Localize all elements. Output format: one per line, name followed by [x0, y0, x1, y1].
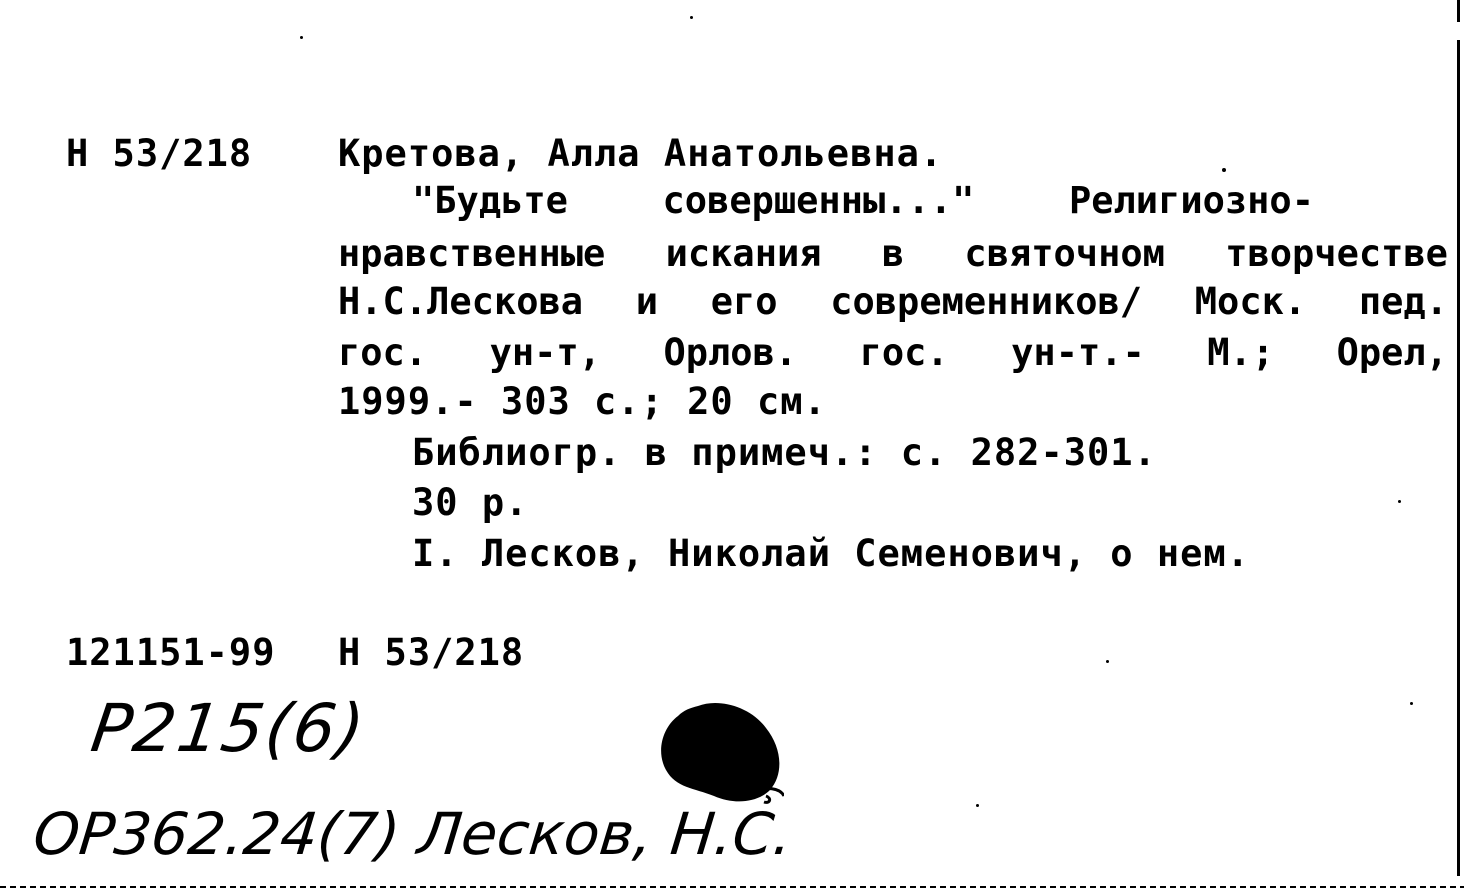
title-line-4 — [338, 331, 1448, 374]
title-word: совершенны..." — [662, 179, 975, 222]
title-word: святочном — [964, 232, 1165, 275]
author-heading: Кретова, Алла Анатольевна. — [338, 132, 944, 175]
ink-blot — [658, 700, 784, 804]
paper-speck — [976, 804, 979, 807]
price: 30 р. — [412, 481, 529, 524]
title-word: нравственные — [338, 232, 606, 275]
title-word: гос. — [859, 331, 949, 374]
title-word: Орел, — [1336, 331, 1448, 374]
card-right-edge-top — [1457, 0, 1460, 22]
title-word: и — [635, 280, 659, 323]
title-line-3 — [338, 280, 1448, 323]
handwritten-code-2: ОР362.24(7) Лесков, Н.С. — [30, 800, 796, 868]
title-line-2 — [338, 232, 1448, 275]
title-word: гос. — [338, 331, 428, 374]
paper-speck — [1410, 702, 1413, 705]
title-word: в — [881, 232, 905, 275]
paper-speck — [690, 16, 693, 19]
title-word: его — [710, 280, 778, 323]
title-word: пед. — [1358, 280, 1448, 323]
paper-speck — [1398, 500, 1401, 503]
title-word: современников/ — [830, 280, 1143, 323]
imprint-line: 1999.- 303 с.; 20 см. — [338, 380, 827, 423]
bibliography-note: Библиогр. в примеч.: с. 282-301. — [412, 431, 1157, 474]
handwritten-code-1: P215(6) — [86, 690, 371, 767]
title-line-1 — [412, 179, 1314, 222]
title-word: Н.С.Лескова — [338, 280, 584, 323]
title-word: "Будьте — [412, 179, 568, 222]
title-word: искания — [665, 232, 822, 275]
shelfmark: Н 53/218 — [66, 132, 253, 175]
paper-speck — [1106, 660, 1109, 663]
title-word: М.; — [1207, 331, 1275, 374]
title-word: Орлов. — [663, 331, 798, 374]
card-right-edge — [1457, 40, 1460, 876]
shelfmark-bottom: Н 53/218 — [338, 631, 525, 674]
paper-speck — [300, 36, 303, 39]
title-word: Моск. — [1194, 280, 1307, 323]
accession-number: 121151-99 — [66, 631, 276, 674]
paper-speck — [1222, 168, 1226, 172]
title-word: ун-т, — [489, 331, 601, 374]
title-word: творчестве — [1225, 232, 1448, 275]
subject-heading: I. Лесков, Николай Семенович, о нем. — [412, 532, 1250, 575]
title-word: Религиозно- — [1068, 179, 1314, 222]
title-word: ун-т.- — [1011, 331, 1145, 374]
